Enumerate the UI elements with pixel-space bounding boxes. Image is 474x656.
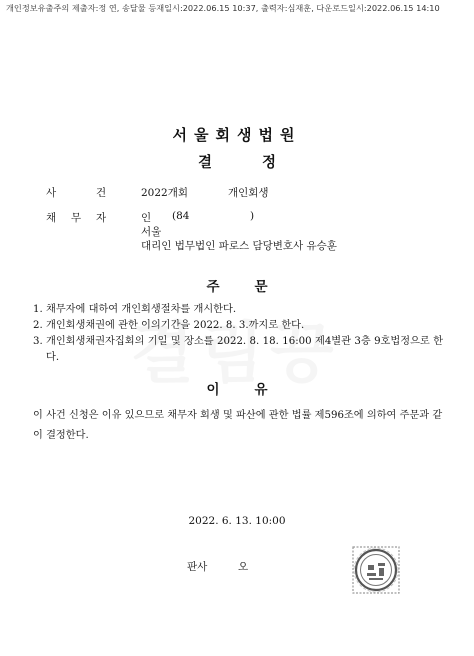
reason-title-char-1: 이 (206, 382, 220, 398)
order-item-text: 채무자에 대하여 개인회생절차를 개시한다. (46, 304, 237, 315)
order-item-number: 2. (33, 320, 43, 331)
case-number: 2022개회 (141, 187, 189, 199)
debtor-label-char-3: 자 (96, 212, 107, 224)
reason-section-title (0, 378, 474, 398)
order-item (33, 302, 443, 318)
document-type-title (0, 151, 474, 172)
order-section-title (0, 275, 474, 295)
debtor-address: 서울 (141, 226, 162, 238)
judge-title: 판사 (187, 561, 208, 573)
debtor-label-char-1: 채 (46, 212, 57, 224)
debtor-label-char-2: 무 (71, 212, 82, 224)
court-name: 서울회생법원 (172, 126, 302, 144)
case-label-char-2: 건 (96, 187, 107, 199)
print-header-stamp: 개인정보유출주의 제출자:정 연, 송달물 등재일시:2022.06.15 10:37, 출력자:심재훈, 다운로드일시:2022.06.15 14:10 (6, 3, 440, 13)
debtor-representative: 대리인 법무법인 파로스 담당변호사 유승훈 (141, 240, 337, 252)
judge-name: 오 (238, 561, 249, 573)
order-item (33, 318, 443, 334)
order-item-number: 3. (33, 336, 43, 347)
order-item-number: 1. (33, 304, 43, 315)
case-label-char-1: 사 (46, 187, 57, 199)
document-type-char-1: 결 (197, 154, 212, 171)
court-seal-icon (351, 545, 401, 595)
order-title-char-2: 문 (254, 279, 268, 295)
decision-date: 2022. 6. 13. 10:00 (188, 515, 286, 527)
order-item (33, 334, 443, 366)
debtor-id-close: ) (250, 210, 255, 222)
document-type-char-2: 정 (261, 154, 276, 171)
reason-title-char-2: 유 (254, 382, 268, 398)
debtor-name: 인 (141, 212, 152, 224)
case-type: 개인회생 (228, 187, 269, 199)
reason-text: 이 사건 신청은 이유 있으므로 채무자 회생 및 파산에 관한 법률 제596조에 의하여 주문과 같이 결정한다. (33, 410, 443, 441)
order-item-text: 개인회생채권에 관한 이의기간을 2022. 8. 3.까지로 한다. (46, 320, 305, 331)
order-item-text: 개인회생채권자집회의 기일 및 장소를 2022. 8. 18. 16:00 제4별관 3층 9호법정으로 한다. (46, 336, 443, 363)
debtor-id: (84 (172, 210, 190, 222)
order-title-char-1: 주 (206, 279, 220, 295)
